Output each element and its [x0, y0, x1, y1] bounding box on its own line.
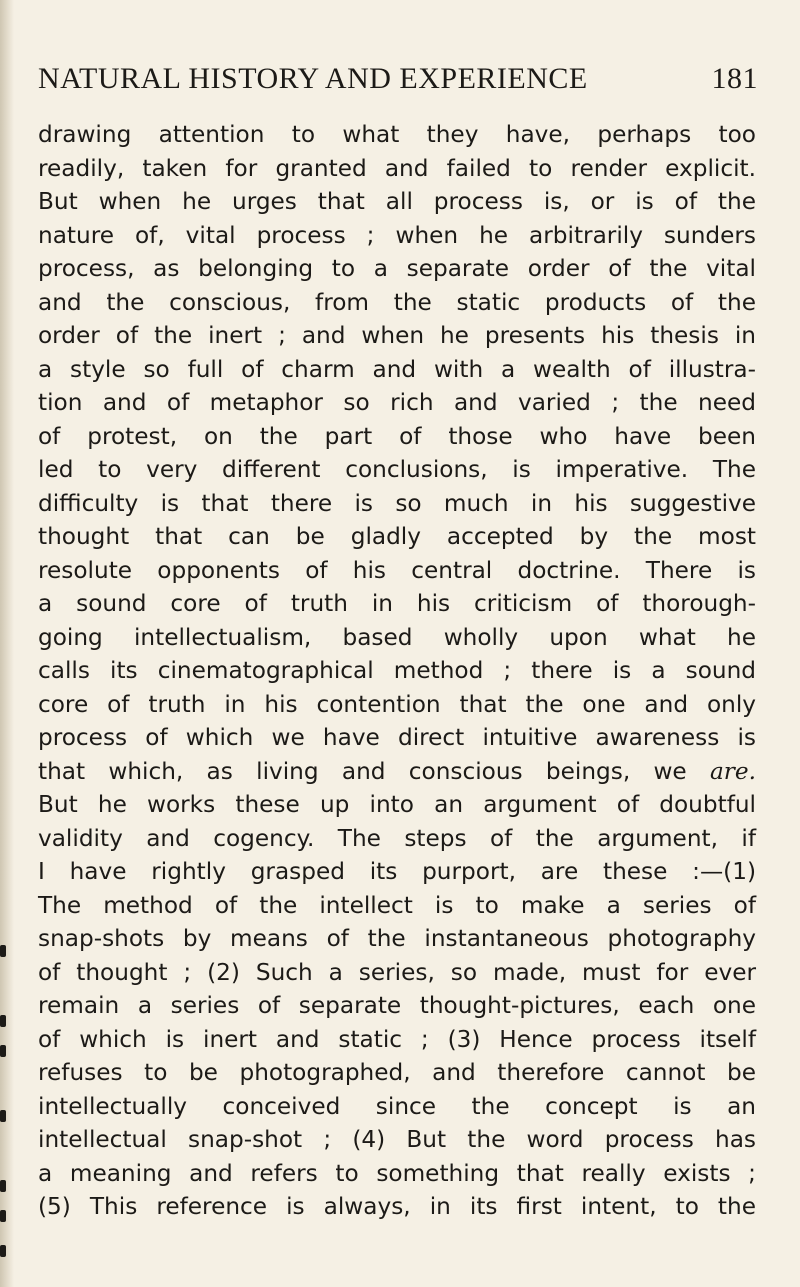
text-line: core of truth in his contention that the one and only [38, 690, 756, 718]
text-line: that which, as living and conscious beings, we [38, 757, 687, 785]
text-line: a style so full of charm and with a wealth of illustra- [38, 355, 756, 383]
book-gutter-shadow [0, 0, 14, 1287]
running-header [38, 62, 758, 102]
text-line: led to very different conclusions, is imperative. The [38, 456, 756, 483]
text-line: of thought ; (2) Such a series, so made, must for ever [38, 958, 756, 986]
body-paragraph [38, 118, 756, 1224]
text-line: drawing attention to what they have, perhaps too [38, 121, 756, 148]
binding-mark [0, 1015, 6, 1027]
text-line: thought that can be gladly accepted by the most [38, 523, 756, 550]
text-line: The method of the intellect is to make a series of [38, 891, 756, 919]
text-line: process, as belonging to a separate order of the vital [38, 255, 756, 282]
text-line: I have rightly grasped its purport, are these :—(1) [38, 858, 756, 885]
text-line: readily, taken for granted and failed to render explicit. [38, 154, 756, 182]
binding-mark [0, 1180, 6, 1192]
binding-mark [0, 945, 6, 957]
text-line: intellectual snap-shot ; (4) But the word process has [38, 1126, 756, 1153]
text-line: and the conscious, from the static products of the [38, 288, 756, 316]
text-line: resolute opponents of his central doctrine. There is [38, 556, 756, 584]
text-line: remain a series of separate thought-pictures, each one [38, 992, 756, 1019]
italic-word: are. [709, 757, 756, 785]
text-line: refuses to be photographed, and therefore cannot be [38, 1059, 756, 1086]
text-line: difficulty is that there is so much in his suggestive [38, 489, 756, 517]
binding-mark [0, 1110, 6, 1122]
text-line: But he works these up into an argument of doubtful [38, 791, 756, 818]
text-line: of which is inert and static ; (3) Hence process itself [38, 1025, 756, 1053]
text-line: calls its cinematographical method ; there is a sound [38, 657, 756, 684]
running-title: NATURAL HISTORY AND EXPERIENCE [38, 62, 588, 95]
text-line: process of which we have direct intuitive awareness is [38, 724, 756, 751]
text-line: order of the inert ; and when he presents his thesis in [38, 322, 756, 349]
text-line: But when he urges that all process is, or is of the [38, 188, 756, 215]
text-line: tion and of metaphor so rich and varied ; the need [38, 389, 756, 416]
text-line: of protest, on the part of those who have been [38, 422, 756, 450]
binding-mark [0, 1045, 6, 1057]
text-line: intellectually conceived since the concept is an [38, 1092, 756, 1120]
text-line: a meaning and refers to something that really exists ; [38, 1159, 756, 1187]
binding-mark [0, 1245, 6, 1257]
text-line: validity and cogency. The steps of the argument, if [38, 824, 756, 852]
text-line: (5) This reference is always, in its first intent, to the [38, 1193, 756, 1220]
text-line: snap-shots by means of the instantaneous photography [38, 925, 756, 952]
text-line: going intellectualism, based wholly upon what he [38, 623, 756, 651]
page-number: 181 [711, 62, 758, 95]
text-line-with-italic [38, 755, 756, 789]
binding-mark [0, 1210, 6, 1222]
text-line: nature of, vital process ; when he arbitrarily sunders [38, 221, 756, 249]
text-line: a sound core of truth in his criticism of thorough- [38, 590, 756, 617]
